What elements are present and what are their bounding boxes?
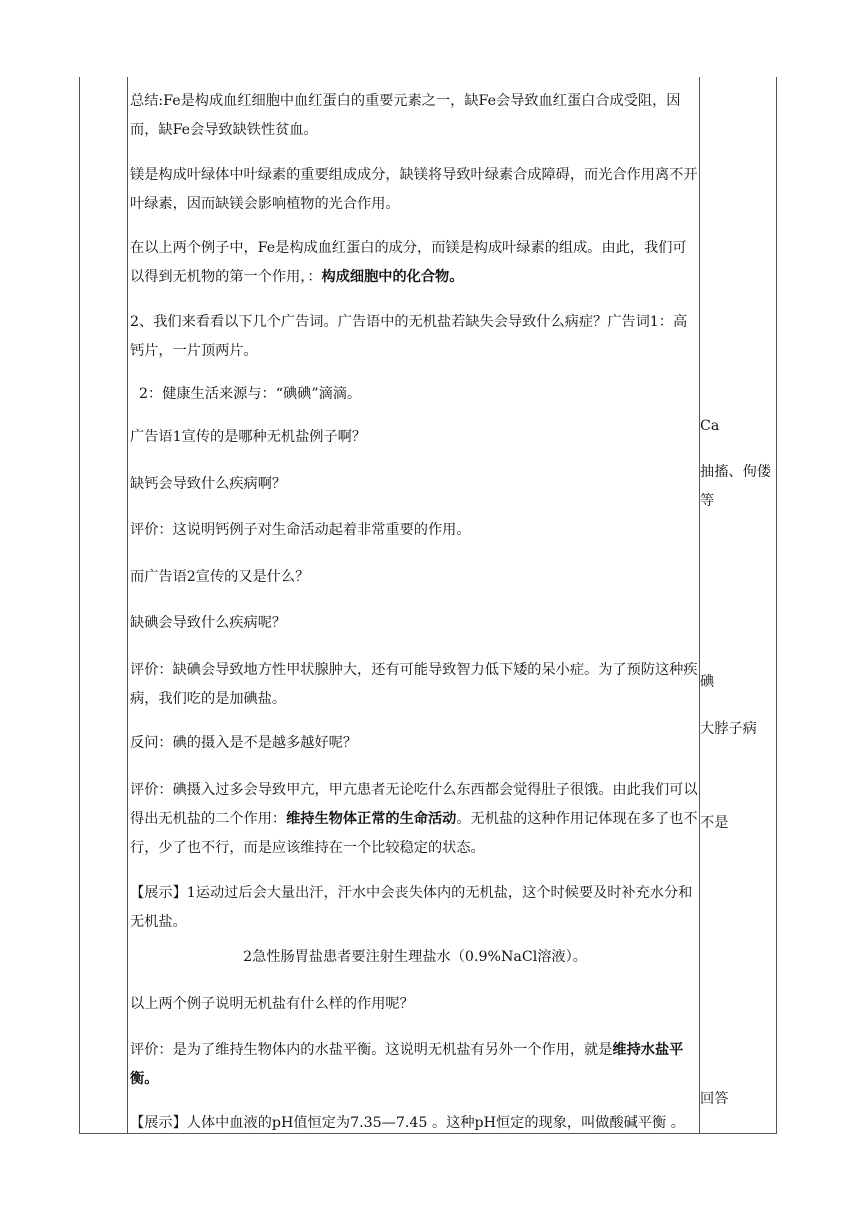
paragraph-counter-question: 反问：碘的摄入是不是越多越好呢？	[130, 735, 358, 751]
answer-ca: Ca	[700, 418, 720, 434]
table-border-col1	[127, 77, 128, 1134]
answer-reply: 回答	[700, 1091, 729, 1107]
paragraph-q-iodine: 缺碘会导致什么疾病呢？	[130, 615, 287, 631]
answer-iodine-disease: 大脖子病	[700, 721, 757, 737]
paragraph-ads: 2、我们来看看以下几个广告词。广告语中的无机盐若缺失会导致什么病症？广告词1：高钙片，一片顶两片。	[130, 314, 688, 359]
paragraph-saline: 2急性肠胃盐患者要注射生理盐水（0.9%NaCl溶液）。	[243, 949, 587, 965]
paragraph-show-ph: 【展示】人体中血液的pH值恒定为7.35—7.45 。这种pH恒定的现象，叫做酸碱平衡 。	[130, 1115, 685, 1131]
paragraph-first-function: 在以上两个例子中，Fe是构成血红蛋白的成分，而镁是构成叶绿素的组成。由此，我们可以得到无机物的第一个作用，：构成细胞中的化合物。	[130, 240, 687, 285]
paragraph-third-function: 评价：是为了维持生物体内的水盐平衡。这说明无机盐有另外一个作用，就是维持水盐平衡。	[130, 1042, 684, 1087]
paragraph-show-sweat: 【展示】1运动过后会大量出汗，汗水中会丧失体内的无机盐，这个时候要及时补充水分和无机盐。	[130, 885, 693, 930]
paragraph-second-function: 评价：碘摄入过多会导致甲亢，甲亢患者无论吃什么东西都会觉得肚子很饿。由此我们可以得出无机盐的二个作用：维持生物体正常的生命活动。无机盐的这种作用记体现在多了也不行，少了也不行，而是应该维持在一个比较稳定的状态。	[130, 782, 698, 856]
table-border-right	[776, 77, 777, 1134]
answer-no: 不是	[700, 815, 729, 831]
paragraph-q-function: 以上两个例子说明无机盐有什么样的作用呢？	[130, 996, 414, 1012]
paragraph-mg: 镁是构成叶绿体中叶绿素的重要组成成分，缺镁将导致叶绿素合成障碍，而光合作用离不开叶绿素，因而缺镁会影响植物的光合作用。	[130, 167, 698, 212]
table-border-left	[79, 77, 80, 1134]
paragraph-q-ad2: 而广告语2宣传的又是什么？	[130, 569, 310, 585]
paragraph-eval-calcium: 评价：这说明钙例子对生命活动起着非常重要的作用。	[130, 522, 471, 538]
paragraph-ad2: 2：健康生活来源与：“碘碘”滴滴。	[130, 386, 362, 402]
answer-ca-disease: 抽搐、佝偻等	[700, 464, 771, 509]
paragraph-eval-iodine: 评价：缺碘会导致地方性甲状腺肿大，还有可能导致智力低下矮的呆小症。为了预防这种疾病，我们吃的是加碘盐。	[130, 662, 698, 707]
paragraph-q-ad1: 广告语1宣传的是哪种无机盐例子啊？	[130, 429, 367, 445]
paragraph-summary-fe: 总结:Fe是构成血红细胞中血红蛋白的重要元素之一，缺Fe会导致血红蛋白合成受阻，因而，缺Fe会导致缺铁性贫血。	[130, 93, 681, 138]
answer-iodine: 碘	[700, 674, 715, 690]
paragraph-q-calcium: 缺钙会导致什么疾病啊？	[130, 476, 287, 492]
